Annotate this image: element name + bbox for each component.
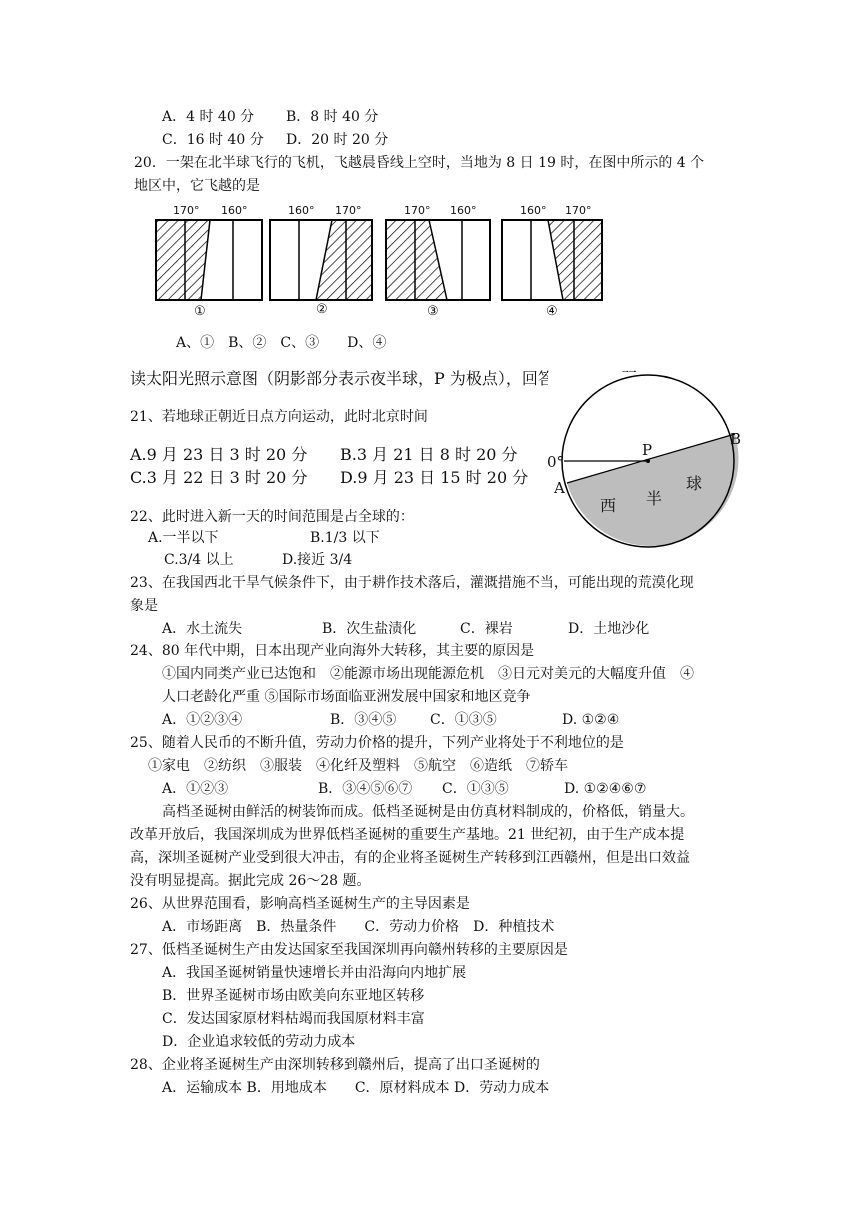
pole-label-p: P [642,441,653,459]
q23-options [162,620,649,638]
q23-option-d: D．土地沙化 [568,621,650,637]
q23-stem-line2: 象是 [130,598,158,614]
diagram-3 [386,220,490,300]
intro-21-22: 读太阳光照示意图（阴影部分表示夜半球，P 为极点），回答 21～22 题 [130,369,637,388]
q25-options [162,780,646,798]
diagram-1-number: ① [194,304,206,319]
q22-options-row2 [164,551,352,569]
q23-option-c: C．裸岩 [460,621,513,637]
q24-items-line1: ①国内同类产业已达饱和 ②能源市场出现能源危机 ③日元对美元的大幅度升值 ④ [162,666,694,682]
diagram-2-number: ② [316,302,328,317]
diagram-3-label-right: 160° [450,204,477,217]
q27-option-d: D．企业追求较低的劳动力成本 [162,1034,356,1050]
q24-option-c: C．①③⑤ [430,712,497,728]
q25-option-c: C．①③⑤ [442,781,509,797]
q23-option-a: A．水土流失 [162,621,243,637]
q19-option-d: D．20 时 20 分 [286,132,389,148]
diagram-2-label-left: 160° [288,204,315,217]
diagram-4 [502,220,602,300]
q27-option-c: C．发达国家原材料枯竭而我国原材料丰富 [162,1011,425,1027]
q19-options-row2 [162,131,388,149]
q25-items: ①家电 ②纺织 ③服装 ④化纤及塑料 ⑤航空 ⑥造纸 ⑦轿车 [148,758,568,774]
diagram-4-label-right: 170° [565,204,592,217]
q21-options-row1 [130,444,518,466]
q23-stem-line1: 23、在我国西北干旱气候条件下，由于耕作技术落后，灌溉措施不当，可能出现的荒漠化现 [130,575,694,591]
q19-option-b: B．8 时 40 分 [286,109,379,125]
q28-stem: 28、企业将圣诞树生产由深圳转移到赣州后，提高了出口圣诞树的 [130,1057,540,1073]
point-label-b: B [730,430,742,448]
q28-options: A．运输成本 B．用地成本 C．原材料成本 D．劳动力成本 [162,1080,550,1096]
q26-options: A．市场距离 B．热量条件 C．劳动力价格 D．种植技术 [162,919,555,935]
q21-option-d: D.9 月 23 日 15 时 20 分 [340,468,529,487]
q21-stem: 21、若地球正朝近日点方向运动，此时北京时间 [130,409,428,425]
diagram-2 [270,220,372,300]
diagram-1 [156,220,262,300]
pole-point [646,459,650,463]
q24-stem: 24、80 年代中期，日本出现产业向海外大转移，其主要的原因是 [130,643,535,659]
q23-option-b: B．次生盐渍化 [322,621,417,637]
q22-option-b: B.1/3 以下 [310,530,380,546]
hemisphere-char-qiu: 球 [686,474,703,493]
passage-line1: 高档圣诞树由鲜活的树装饰而成。低档圣诞树是由仿真材料制成的，价格低，销量大。 [162,804,694,820]
diagram-4-label-left: 160° [520,204,547,217]
diagram-3-label-left: 170° [404,204,431,217]
sunlight-figure [548,372,748,572]
q19-option-a: A．4 时 40 分 [162,109,255,125]
q20-stem-line2: 地区中，它飞越的是 [134,178,260,194]
q27-option-b: B．世界圣诞树市场由欧美向东亚地区转移 [162,988,425,1004]
q22-option-a: A.一半以下 [148,530,219,546]
q26-stem: 26、从世界范围看，影响高档圣诞树生产的主导因素是 [130,896,470,912]
q24-option-d: D. ①②④ [562,712,620,728]
q19-options-row1 [162,108,378,126]
diagram-1-label-right: 160° [221,204,248,217]
diagram-1-label-left: 170° [173,204,200,217]
q20-stem-line1: 20．一架在北半球飞行的飞机，飞越晨昏线上空时，当地为 8 日 19 时，在图中所示的 4 个 [134,155,705,171]
q27-option-a: A．我国圣诞树销量快速增长并由沿海向内地扩展 [162,965,467,981]
q22-option-c: C.3/4 以上 [164,552,234,568]
q22-stem: 22、此时进入新一天的时间范围是占全球的： [130,509,414,525]
hemisphere-char-ban: 半 [646,489,663,508]
q21-options-row2 [130,467,528,489]
q25-option-d: D. ①②④⑥⑦ [564,781,647,797]
q21-option-c: C.3 月 22 日 3 时 20 分 [130,468,308,487]
point-label-a: A [554,479,565,497]
meridian-label-0: 0° [547,453,565,471]
passage-line3: 高，深圳圣诞树产业受到很大冲击，有的企业将圣诞树生产转移到江西赣州，但是出口效益 [130,850,690,866]
q20-options: A、① B、② C、③ D、④ [176,335,387,351]
hemisphere-char-xi: 西 [600,496,617,515]
q25-option-a: A．①②③ [162,781,229,797]
q24-items-line2: 人口老龄化严重 ⑤国际市场面临亚洲发展中国家和地区竞争 [162,689,531,705]
q22-options-row1 [148,529,380,547]
q24-option-a: A．①②③④ [162,712,243,728]
diagram-4-number: ④ [546,304,558,319]
q22-option-d: D.接近 3/4 [282,552,353,568]
passage-line4: 没有明显提高。据此完成 26～28 题。 [130,873,371,889]
q21-option-b: B.3 月 21 日 8 时 20 分 [340,445,518,464]
q27-stem: 27、低档圣诞树生产由发达国家至我国深圳再向赣州转移的主要原因是 [130,942,568,958]
q25-stem: 25、随着人民币的不断升值，劳动力价格的提升，下列产业将处于不利地位的是 [130,735,624,751]
q19-option-c: C．16 时 40 分 [162,132,264,148]
q24-option-b: B．③④⑤ [330,712,397,728]
q21-option-a: A.9 月 23 日 3 时 20 分 [130,445,308,464]
diagram-2-label-right: 170° [335,204,362,217]
passage-line2: 改革开放后，我国深圳成为世界低档圣诞树的重要生产基地。21 世纪初，由于生产成本提 [130,827,685,843]
q24-options [162,711,619,729]
q25-option-b: B．③④⑤⑥⑦ [318,781,413,797]
diagram-3-number: ③ [427,304,439,319]
